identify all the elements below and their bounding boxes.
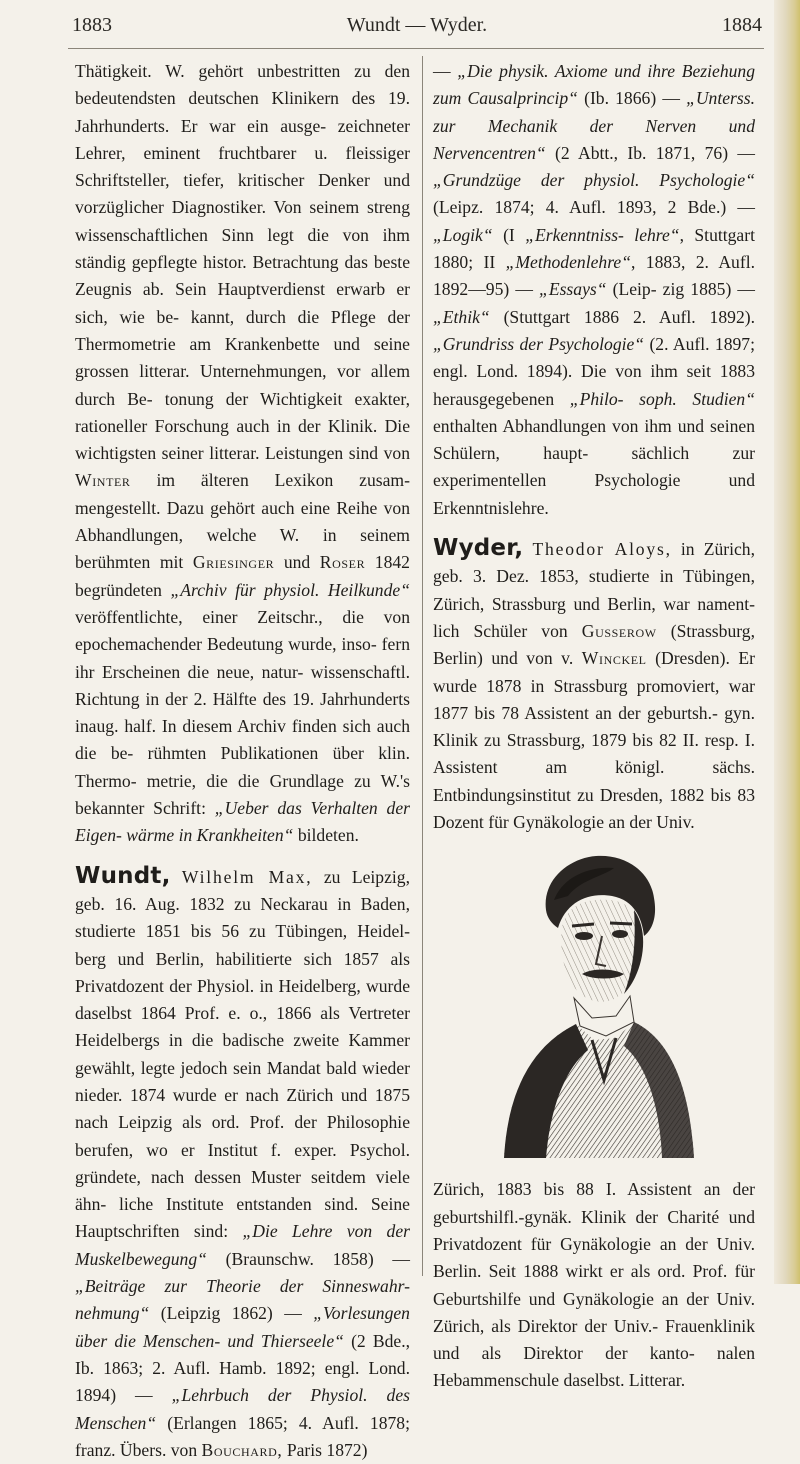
portrait-engraving-icon <box>484 840 704 1160</box>
entry-wundt: Wundt, Wilhelm Max, zu Leipzig, geb. 16. Aug. 1832 zu Neckarau in Baden, studierte 1851 bis 56 zu Tübingen, Heidel- berg und Berlin, habilitierte sich 1857 als Privatdozent der Physiol. in Heidelberg, wurde daselbst 1864 Prof. e. o., 1866 als Vertreter Heidelbergs in die badische zweite Kammer gewählt, legte jedoch sein Mandat bald wieder nieder. 1874 wurde er nach Zürich und 1875 nach Leipzig als ord. Prof. der Philosophie berufen, wo er Institut f. exper. Psychol. gründete, nach dessen Muster seitdem viele ähn- liche Institute entstanden sind. Seine Hauptschriften sind: „Die Lehre von der Muskelbewegung“ (Braunschw. 1858) — „Beiträge zur Theorie der Sinneswahr- nehmung“ (Leipzig 1862) — „Vorlesungen über die Menschen- und Thierseele“ (2 Bde., Ib. 1863; 2. Aufl. Hamb. 1892; engl. Lond. 1894) — „Lehrbuch der Physiol. des Menschen“ (Erlangen 1865; 4. Aufl. 1878; franz. Übers. von Bouchard, Paris 1872) <box>75 862 410 1460</box>
page-edge <box>774 0 800 1284</box>
right-column-number: 1884 <box>722 14 762 36</box>
headword-wundt: Wundt, <box>75 862 171 889</box>
wyder-given-names: Theodor Aloys, <box>532 539 672 560</box>
headword-wyder: Wyder, <box>433 535 524 562</box>
running-title: Wundt — Wyder. <box>346 14 488 36</box>
entry-continuation: Thätigkeit. W. gehört unbestritten zu den bedeutendsten deutschen Klinikern des 19. Jahrhunderts. Er war ein ausge- zeichneter Lehrer, eminent fruchtbarer u. fleissiger Schriftsteller, tiefer, kritischer Denker und vorzüglicher Diagnostiker. Von seinem streng wissenschaftlichen Sinn legt die von ihm ständig gepflegte histor. Betrachtung das beste Zeugnis ab. Sein Hauptverdienst erwarb er sich, wie be- kannt, durch die Pflege der Thermometrie am Krankenbette und seine grossen litterar. Unternehmungen, vor allem durch Be- tonung der Wichtigkeit exakter, rationeller Forschung auch in der Klinik. Die wichtigsten seiner litterar. Leistungen sind von Winter im älteren Lexikon zusam- mengestellt. Dazu gehört auch eine Reihe von Abhandlungen, welche W. in seinem berühmten mit Griesinger und Roser 1842 begründeten „Archiv für physiol. Heilkunde“ veröffentlichte, einer Zeitschr., die von epochemachender Bedeutung wurde, inso- fern ihr Erscheinen die neue, natur- wissenschaftl. Richtung in der 2. Hälfte des 19. Jahrhunderts inaug. half. In diesem Archiv finden sich auch die be- rühmten Publikationen über klin. Thermo- metrie, die die Grundlage zu W.'s bekannter Schrift: „Ueber das Verhalten der Eigen- wärme in Krankheiten“ bildeten. <box>75 61 410 846</box>
left-column-number: 1883 <box>72 14 112 36</box>
name-gusserow: Gusserow <box>581 620 657 641</box>
name-winckel: Winckel <box>581 648 647 669</box>
name-bouchard: Bouchard, <box>201 1439 283 1460</box>
header-rule <box>68 48 764 49</box>
left-column <box>75 58 410 1464</box>
wundt-given-names: Wilhelm Max, <box>181 866 313 887</box>
title-ueber: „Ueber das Verhalten der Eigen- wärme in Krankheiten“ <box>75 798 410 846</box>
page-header <box>72 14 762 44</box>
right-column <box>433 58 755 1395</box>
title-archiv: „Archiv für physiol. Heilkunde“ <box>170 579 410 600</box>
entry-wyder: Wyder, Theodor Aloys, in Zürich, geb. 3. Dez. 1853, studierte in Tübingen, Zürich, Strassburg und Berlin, war nament- lich Schüler von Gusserow (Strassburg, Berlin) und von v. Winckel (Dresden). Er wurde 1878 in Strassburg promoviert, war 1877 bis 78 Assistent an der geburtsh.- gyn. Klinik zu Strassburg, 1879 bis 82 II. resp. I. Assistent am königl. sächs. Entbindungsinstitut zu Dresden, 1882 bis 83 Dozent für Gynäkologie an der Univ. <box>433 535 755 833</box>
entry-wundt-continued: — „Die physik. Axiome und ihre Beziehung zum Causalprincip“ (Ib. 1866) — „Unterss. zur Mechanik der Nerven und Nervencentren“ (2 Abtt., Ib. 1871, 76) — „Grundzüge der physiol. Psychologie“ (Leipz. 1874; 4. Aufl. 1893, 2 Bde.) — „Logik“ (I „Erkenntniss- lehre“, Stuttgart 1880; II „Methodenlehre“, 1883, 2. Aufl. 1892—95) — „Essays“ (Leip- zig 1885) — „Ethik“ (Stuttgart 1886 2. Aufl. 1892). „Grundriss der Psychologie“ (2. Aufl. 1897; engl. Lond. 1894). Die von ihm seit 1883 herausgegebenen „Philo- soph. Studien“ enthalten Abhandlungen von ihm und seinen Schülern, haupt- sächlich zur experimentellen Psychologie und Erkenntnislehre. <box>433 61 756 518</box>
column-divider <box>422 56 423 1276</box>
name-griesinger: Griesinger <box>192 552 275 573</box>
name-winter: Winter <box>75 470 131 491</box>
portrait-figure <box>433 840 755 1170</box>
name-roser: Roser <box>319 552 366 573</box>
entry-wyder-continued: Zürich, 1883 bis 88 I. Assistent an der geburtshilfl.-gynäk. Klinik der Charité und Privatdozent für Gynäkologie an der Univ. Berlin. Seit 1888 wirkt er als ord. Prof. für Geburtshilfe und Gynäkologie an der Univ. Zürich, als Direktor der Univ.- Frauenklinik und als Direktor der kanto- nalen Hebammenschule daselbst. Litterar. <box>433 1179 755 1391</box>
